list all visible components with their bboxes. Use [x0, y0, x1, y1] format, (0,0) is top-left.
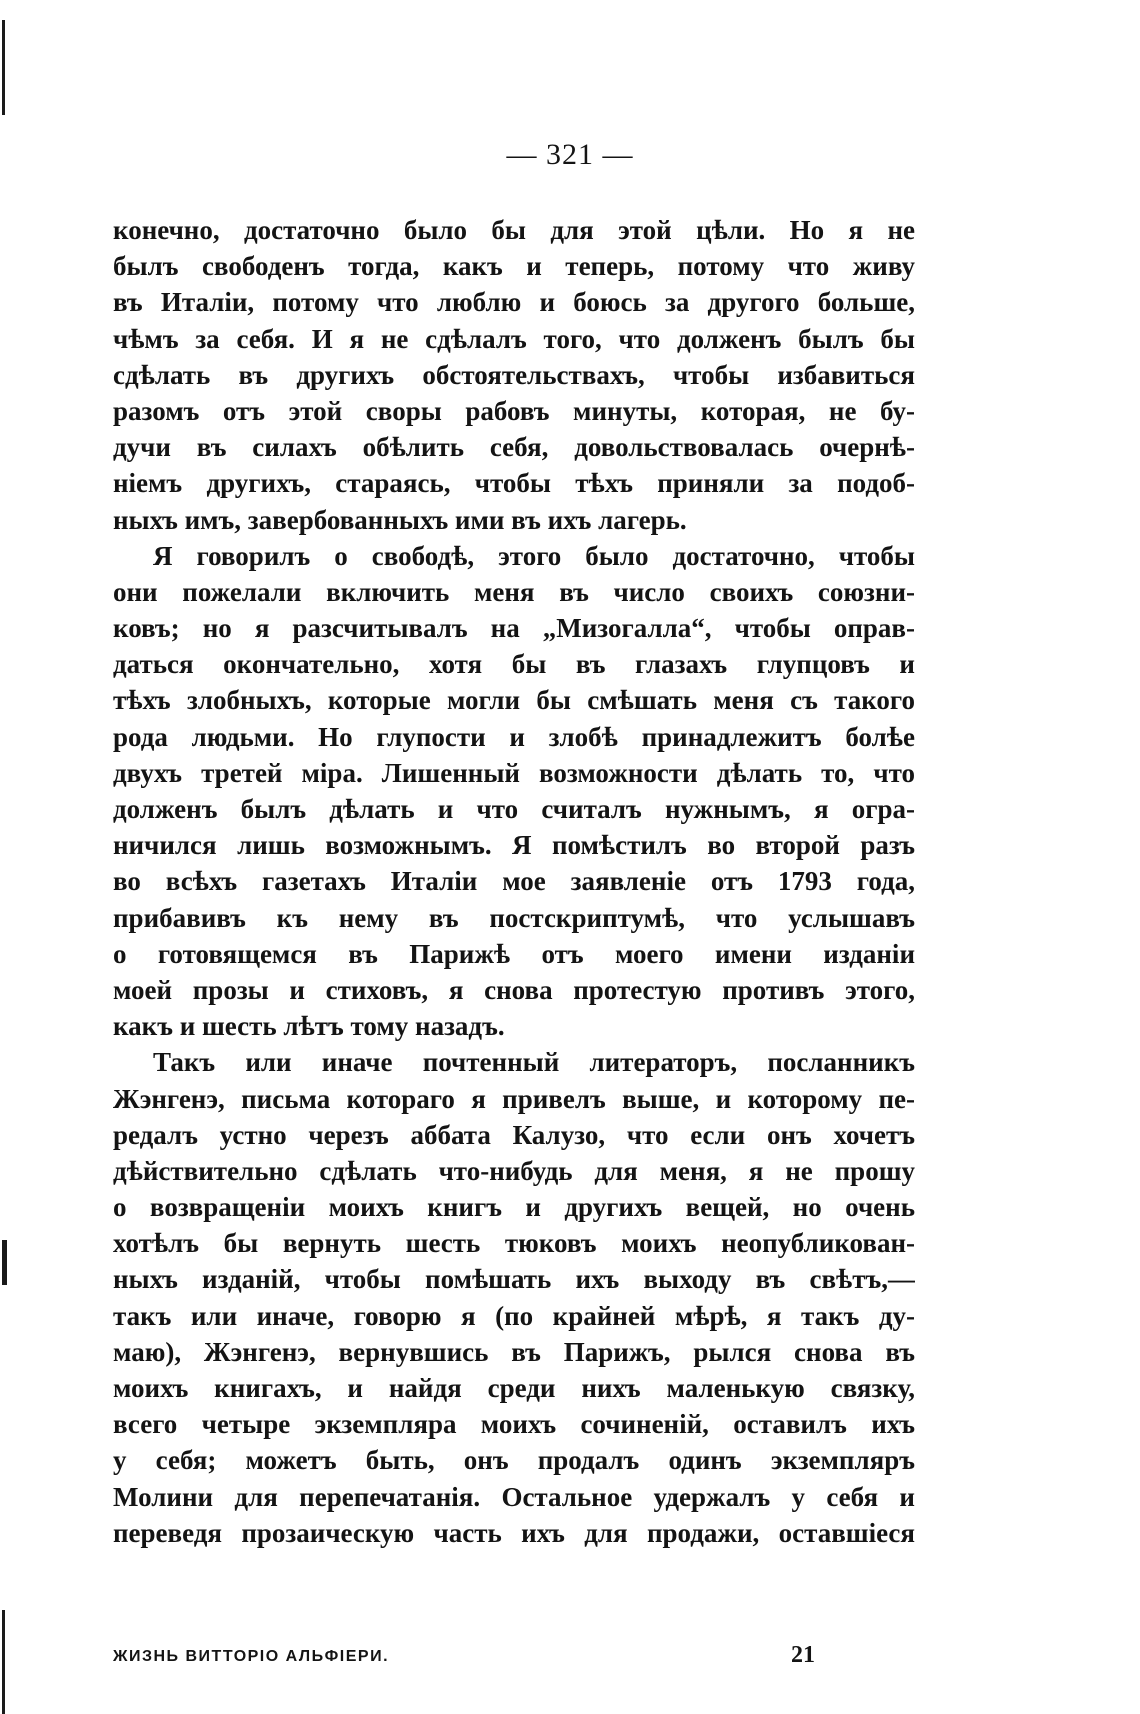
text-line: конечно, достаточно было бы для этой цѣли. Но я не — [113, 215, 915, 245]
text-line: моихъ книгахъ, и найдя среди нихъ маленькую связку, — [113, 1373, 915, 1403]
text-line: долженъ былъ дѣлать и что считалъ нужнымъ, я огра- — [113, 794, 915, 824]
text-line: прибавивъ къ нему въ постскриптумѣ, что услышавъ — [113, 902, 915, 933]
text-line: всего четыре экземпляра моихъ сочиненій, оставилъ ихъ — [113, 1409, 915, 1440]
text-line: какъ и шесть лѣтъ тому назадъ. — [113, 1011, 505, 1042]
text-line: двухъ третей міра. Лишенный возможности дѣлать то, что — [113, 757, 915, 788]
text-line: маю), Жэнгенэ, вернувшись въ Парижъ, рылся снова въ — [113, 1336, 915, 1367]
text-line: ныхъ изданій, чтобы помѣшать ихъ выходу въ свѣтъ,— — [113, 1264, 915, 1295]
page-edge-shadow-bottom — [2, 1610, 5, 1714]
signature-mark: ЖИЗНЬ ВИТТОРІО АЛЬФІЕРИ. — [113, 1648, 390, 1665]
text-line: даться окончательно, хотя бы въ глазахъ глупцовъ и — [113, 649, 915, 680]
text-line: переведя прозаическую часть ихъ для продажи, оставшіеся — [113, 1517, 915, 1548]
text-line: о готовящемся въ Парижѣ отъ моего имени изданіи — [113, 938, 915, 969]
text-line: хотѣлъ бы вернуть шесть тюковъ моихъ неопубликован- — [113, 1228, 915, 1259]
text-line: Жэнгенэ, письма котораго я привелъ выше, и которому пе- — [113, 1083, 915, 1114]
text-line: дучи въ силахъ обѣлить себя, довольствовалась очернѣ- — [113, 432, 915, 463]
text-line: ніемъ другихъ, стараясь, чтобы тѣхъ приняли за подоб- — [113, 468, 915, 499]
page-edge-shadow-middle — [2, 1240, 7, 1285]
text-line: ковъ; но я разсчитывалъ на „Мизогалла“, чтобы оправ- — [113, 613, 915, 644]
text-line: дѣйствительно сдѣлать что-нибудь для меня, я не прошу — [113, 1155, 915, 1186]
text-line: во всѣхъ газетахъ Италіи мое заявленіе отъ 1793 года, — [113, 866, 915, 897]
text-line: разомъ отъ этой своры рабовъ минуты, которая, не бу- — [113, 395, 915, 426]
body-text — [113, 212, 915, 1551]
text-line: былъ свободенъ тогда, какъ и теперь, потому что живу — [113, 251, 915, 282]
text-line: такъ или иначе, говорю я (по крайней мѣрѣ, я такъ ду- — [113, 1300, 915, 1331]
text-line: ныхъ имъ, завербованныхъ ими въ ихъ лагерь. — [113, 504, 687, 535]
text-line: о возвращеніи моихъ книгъ и другихъ вещей, но очень — [113, 1192, 915, 1223]
text-line: Такъ или иначе почтенный литераторъ, посланникъ — [153, 1047, 915, 1078]
page-number: — 321 — — [506, 138, 634, 171]
text-line: они пожелали включить меня въ число своихъ союзни- — [113, 576, 915, 607]
text-line: тѣхъ злобныхъ, которые могли бы смѣшать меня съ такого — [113, 685, 915, 716]
text-line: редалъ устно черезъ аббата Калузо, что если онъ хочетъ — [113, 1119, 915, 1150]
text-line: Молини для перепечатанія. Остальное удержалъ у себя и — [113, 1481, 915, 1512]
text-line: чѣмъ за себя. И я не сдѣлалъ того, что долженъ былъ бы — [113, 323, 915, 354]
sheet-number: 21 — [791, 1642, 815, 1668]
text-line: рода людьми. Но глупости и злобѣ принадлежитъ болѣе — [113, 721, 915, 752]
text-line: въ Италіи, потому что люблю и боюсь за другого больше, — [113, 287, 915, 318]
text-line: у себя; можетъ быть, онъ продалъ одинъ экземпляръ — [113, 1445, 915, 1476]
text-line: моей прозы и стиховъ, я снова протестую противъ этого, — [113, 974, 915, 1005]
text-line: Я говорилъ о свободѣ, этого было достаточно, чтобы — [153, 540, 915, 571]
page-edge-shadow-top — [2, 20, 5, 115]
text-line: сдѣлать въ другихъ обстоятельствахъ, чтобы избавиться — [113, 359, 915, 390]
text-line: ничился лишь возможнымъ. Я помѣстилъ во второй разъ — [113, 830, 915, 861]
footer — [113, 1642, 915, 1676]
